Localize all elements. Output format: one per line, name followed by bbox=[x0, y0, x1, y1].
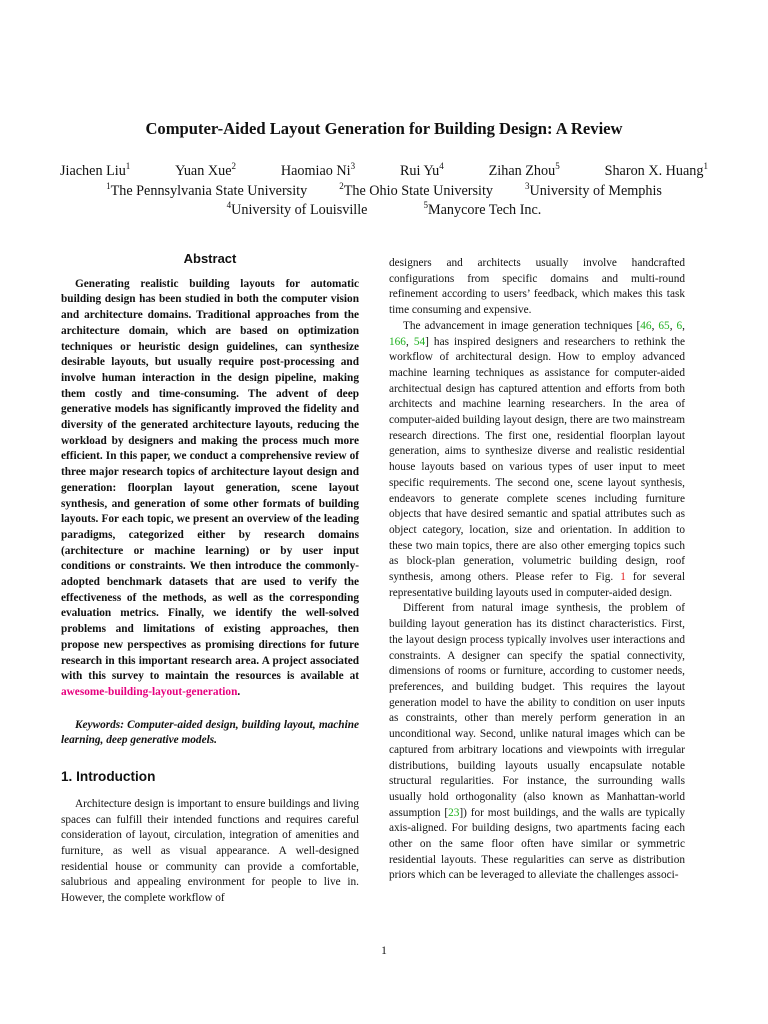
paragraph: designers and architects usually involve handcrafted configurations from specific domains and multi-round refinement according to users’ feedback, which makes this task time consuming and expensive. bbox=[389, 257, 685, 317]
citation-link[interactable]: 54 bbox=[413, 335, 426, 348]
affiliation: $^5$Manycore Tech Inc. bbox=[423, 200, 542, 218]
affiliation: $^2$The Ohio State University bbox=[339, 181, 494, 199]
citation-link[interactable]: 65 bbox=[658, 319, 670, 332]
project-link[interactable]: awesome-building-layout-generation bbox=[61, 685, 238, 698]
abstract-text: Generating realistic building layouts for automatic building design has been studied in both the computer vision and architecture domains. Traditional approaches from the architecture domain, which are based on optimization techniques or heuristic design guidelines, can synthesize desirable layouts, but usually require post-processing and involve human interaction in the design pipeline, making them costly and time-consuming. The advent of deep generative models has significantly improved the fidelity and diversity of the generated architecture layouts, reducing the workload by designers and making the process much more efficient. In this paper, we conduct a comprehensive review of three major research topics of architecture layout design and generation: floorplan layout generation, scene layout synthesis, and generation of some other formats of building layouts. For each topic, we present an overview of the leading paradigms, categorized either by research domains (architecture or machine learning) or by user input conditions or constraints. We then introduce the commonly-adopted benchmark datasets that are used to verify the effectiveness of the methods, as well as the corresponding evaluation metrics. Finally, we identify the well-solved problems and limitations of existing approaches, then propose new perspectives as promising directions for future research in this important research area. A project associated with this survey to maintain the resources is available at awesome-building-layout-generation. bbox=[61, 277, 359, 698]
keywords: Keywords: Computer-aided design, building layout, machine learning, deep generative models. bbox=[61, 718, 359, 747]
author: Haomiao Ni$^3$ bbox=[280, 161, 356, 179]
author: Sharon X. Huang$^1$ bbox=[604, 161, 708, 179]
page-number: 1 bbox=[381, 945, 387, 957]
right-column bbox=[389, 256, 685, 884]
paragraph: Different from natural image synthesis, the problem of building layout generation has its distinct characteristics. First, the layout design process typically involves user interactions and constraints. A designer can specify the spatial connectivity, dimensions of rooms or furniture, according to customer needs, preferences, and building budget. This requires the layout generation model to have the ability to condition on user inputs as constraints, other than merely perform generation in an unconditional way. Second, unlike natural images which can be captured from arbitrary locations and viewpoints with irregular distributions, building layouts usually encapsulate notable structural regularities. For instance, the surrounding walls usually hold orthogonality (also known as Manhattan-world assumption [23]) for most buildings, and the walls are typically axis-aligned. For building designs, two apartments facing each other on the same floor often have similar or symmetric residential layouts. These regularities can serve as distribution priors which can be leveraged to alleviate the challenges associ- bbox=[389, 602, 685, 882]
citation-link[interactable]: 6 bbox=[676, 319, 683, 332]
affiliation-row bbox=[0, 183, 768, 200]
paragraph: The advancement in image generation techniques [46, 65, 6, 166, 54] has inspired designers and researchers to rethink the workflow of architectural design. How to employ advanced machine learning techniques as assistance for computer-aided architectual design has captured attention and efforts from both architects and machine learning researchers. In the area of computer-aided building layout design, there are two mainstream research directions. The first one, residential floorplan layout generation, aims to synthesize diverse and realistic residential house layouts based on various types of user input to meet specific requirements. The second one, scene layout synthesis, endeavors to generate complete scenes including furniture objects that have desired semantic and spatial attributes such as object category, location, size and orientation. In addition to these two main topics, there are also other emerging topics such as block-plan generation, volumetric building design, roof synthesis, among others. Please refer to Fig. 1 for several representative building layouts used in computer-aided design. bbox=[389, 319, 686, 599]
author: Yuan Xue$^2$ bbox=[175, 161, 236, 179]
paper-title: Computer-Aided Layout Generation for Building Design: A Review bbox=[145, 119, 623, 138]
author: Rui Yu$^4$ bbox=[399, 161, 444, 179]
left-column bbox=[61, 251, 359, 907]
affiliation: $^1$The Pennsylvania State University bbox=[106, 181, 308, 199]
citation-link[interactable]: 23 bbox=[448, 806, 460, 819]
affiliation: $^4$University of Louisville bbox=[226, 200, 368, 218]
author: Jiachen Liu$^1$ bbox=[60, 161, 131, 179]
figure-link[interactable]: 1 bbox=[620, 571, 626, 584]
author: Zihan Zhou$^5$ bbox=[488, 161, 560, 179]
affiliation: $^3$University of Memphis bbox=[525, 181, 662, 199]
section-heading: 1. Introduction bbox=[61, 769, 156, 785]
citation-link[interactable]: 166 bbox=[389, 335, 406, 348]
affiliation-row bbox=[0, 202, 768, 219]
paragraph: Architecture design is important to ensure buildings and living spaces can fulfill their intended functions and requires careful consideration of layout, circulation, integration of amenities and furniture, as well as visual appearance. A well-designed residential house or community can provide a comfortable, salubrious and appealing environment for people to live in. However, the complete workflow of bbox=[61, 797, 359, 905]
abstract-heading: Abstract bbox=[183, 251, 237, 266]
author-list bbox=[60, 163, 708, 180]
citation-link[interactable]: 46 bbox=[640, 319, 652, 332]
